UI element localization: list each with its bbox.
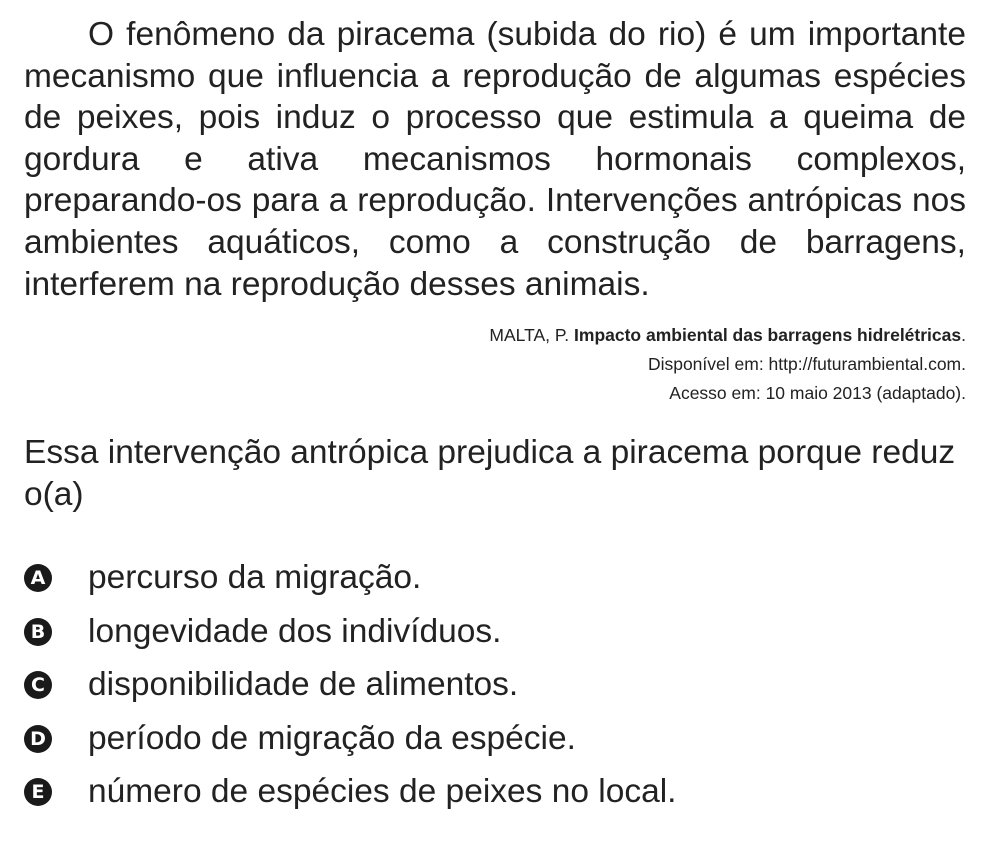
option-b[interactable] — [24, 605, 966, 659]
citation-title-end: . — [961, 325, 966, 346]
option-b-text: longevidade dos indivíduos. — [88, 612, 502, 650]
option-e-text: número de espécies de peixes no local. — [88, 773, 677, 811]
citation-reference — [24, 321, 966, 350]
option-d[interactable] — [24, 712, 966, 766]
option-c[interactable] — [24, 658, 966, 712]
citation-available: Disponível em: http://futurambiental.com. — [647, 354, 966, 375]
question-stem: Essa intervenção antrópica prejudica a piracema porque reduz o(a) — [24, 434, 956, 513]
option-a-letter-icon: A — [24, 564, 52, 592]
option-d-text: período de migração da espécie. — [88, 719, 576, 757]
option-a-text: percurso da migração. — [88, 559, 422, 597]
option-e-letter-icon: E — [24, 778, 52, 806]
citation — [24, 321, 966, 408]
option-d-letter-icon: D — [24, 725, 52, 753]
option-a[interactable] — [24, 551, 966, 605]
option-c-text: disponibilidade de alimentos. — [88, 666, 519, 704]
option-c-letter-icon: C — [24, 671, 52, 699]
passage-text: O fenômeno da piracema (subida do rio) é um importante mecanismo que influencia a reprodução de algumas espécies de peixes, pois induz o processo que estimula a queima de gordura e ativa mecanismos hormonais complexos, preparando-os para a reprodução. Intervenções antrópicas nos ambientes aquáticos, como a construção de barragens, interferem na reprodução desses animais. — [24, 16, 966, 303]
answer-options — [24, 551, 966, 819]
citation-title: Impacto ambiental das barragens hidrelétricas — [574, 325, 962, 346]
option-e[interactable] — [24, 765, 966, 819]
citation-access: Acesso em: 10 maio 2013 (adaptado). — [669, 383, 966, 404]
option-b-letter-icon: B — [24, 618, 52, 646]
citation-author: MALTA, P. — [489, 325, 575, 346]
